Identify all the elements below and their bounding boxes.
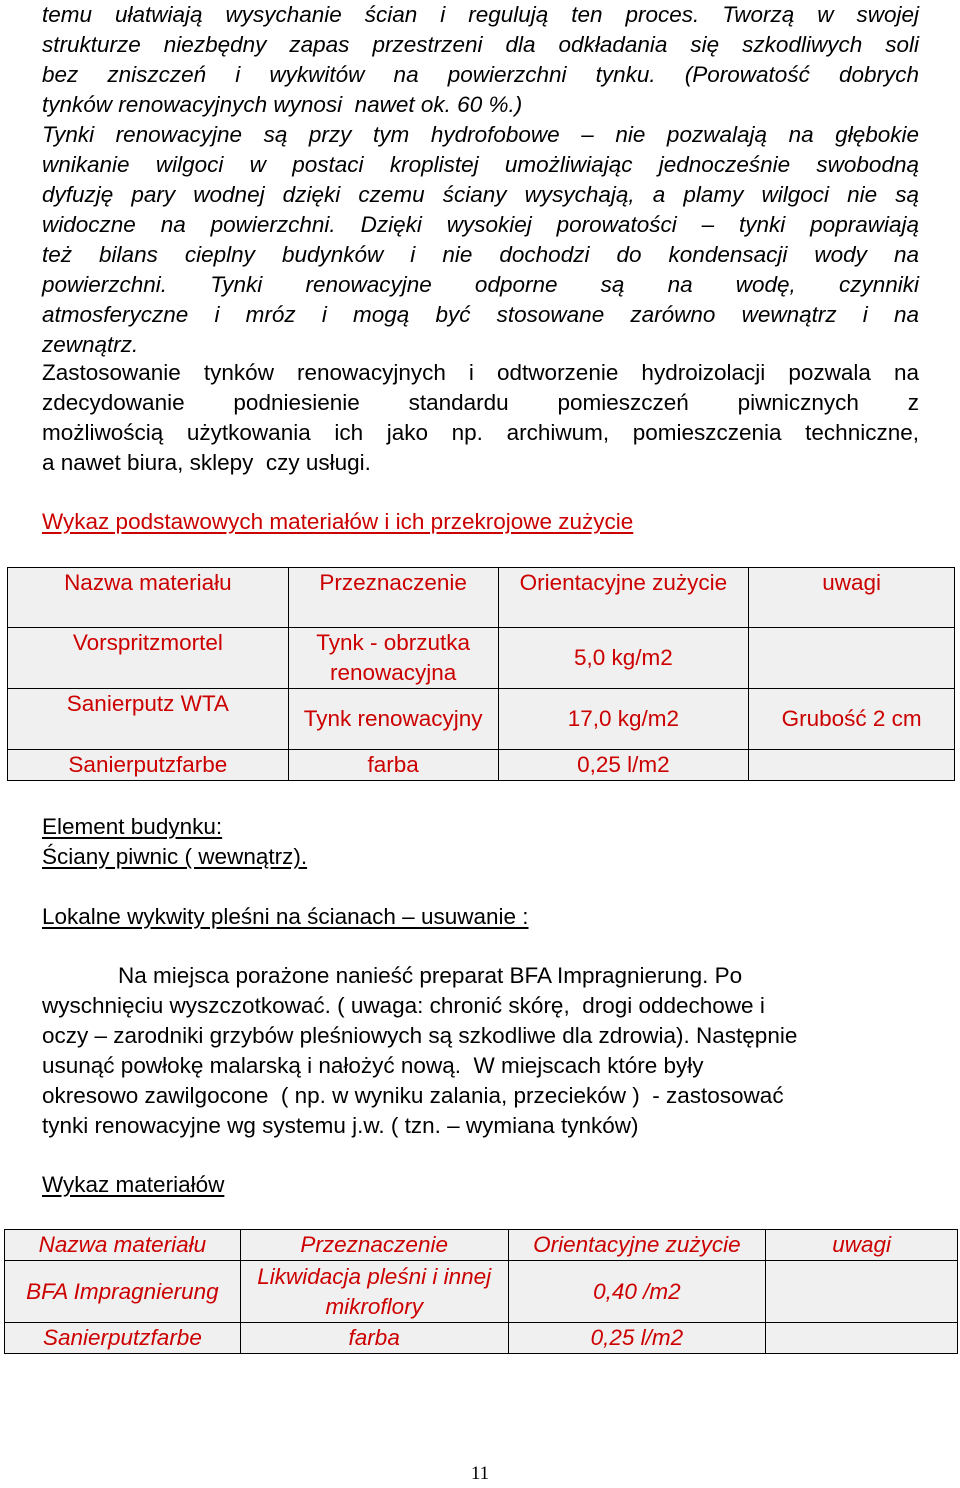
table-cell: 0,25 l/m2	[498, 750, 749, 781]
table-row	[5, 1323, 958, 1354]
table-row	[8, 750, 955, 781]
mold-line: wyschnięciu wyszczotkować. ( uwaga: chronić skórę, drogi oddechowe i	[42, 993, 765, 1018]
header-cell: uwagi	[749, 568, 955, 628]
table-row	[8, 628, 955, 689]
header-cell: Przeznaczenie	[240, 1230, 508, 1261]
materials-table	[7, 567, 955, 781]
usage-line: Zastosowanie tynków renowacyjnych i odtworzenie hydroizolacji pozwala na	[42, 360, 919, 385]
table-cell: Likwidacja pleśni i innej mikroflory	[240, 1261, 508, 1323]
mold-line: okresowo zawilgocone ( np. w wyniku zalania, przecieków ) - zastosować	[42, 1083, 784, 1108]
intro-paragraph	[42, 0, 919, 360]
table-cell	[766, 1261, 958, 1323]
table-cell: Sanierputz WTA	[8, 689, 289, 750]
table-row	[5, 1261, 958, 1323]
intro-line: tynków renowacyjnych wynosi nawet ok. 60 %.)	[42, 92, 523, 117]
table-cell	[766, 1323, 958, 1354]
table-cell: BFA Impragnierung	[5, 1261, 241, 1323]
mold-paragraph	[42, 961, 912, 1141]
materials-list-heading: Wykaz materiałów	[42, 1172, 225, 1197]
intro-line: temu ułatwiają wysychanie ścian i regulują ten proces. Tworzą w swojej	[42, 2, 919, 27]
intro-line: strukturze niezbędny zapas przestrzeni dla odkładania się szkodliwych soli	[42, 32, 919, 57]
table-cell: Tynk - obrzutka renowacyjna	[288, 628, 498, 689]
intro-line: wnikanie wilgoci w postaci kroplistej umożliwiając jednocześnie swobodną	[42, 152, 919, 177]
header-cell: Orientacyjne zużycie	[508, 1230, 766, 1261]
table-cell: Sanierputzfarbe	[5, 1323, 241, 1354]
intro-line: Tynki renowacyjne są przy tym hydrofobowe – nie pozwalają na głębokie	[42, 122, 919, 147]
table-cell	[749, 750, 955, 781]
table-cell	[749, 628, 955, 689]
intro-line: zewnątrz.	[42, 332, 139, 357]
table-cell: 17,0 kg/m2	[498, 689, 749, 750]
usage-line: a nawet biura, sklepy czy usługi.	[42, 450, 371, 475]
intro-line: dyfuzję pary wodnej dzięki czemu ściany wysychają, a plamy wilgoci nie są	[42, 182, 919, 207]
table-header-row	[5, 1230, 958, 1261]
mold-heading: Lokalne wykwity pleśni na ścianach – usuwanie :	[42, 904, 529, 929]
usage-line: zdecydowanie podniesienie standardu pomieszczeń piwnicznych z	[42, 390, 919, 415]
table-cell: Grubość 2 cm	[749, 689, 955, 750]
element-value: Ściany piwnic ( wewnątrz).	[42, 844, 308, 869]
header-cell: uwagi	[766, 1230, 958, 1261]
intro-line: też bilans cieplny budynków i nie dochodzi do kondensacji wody na	[42, 242, 919, 267]
table-cell: farba	[288, 750, 498, 781]
usage-line: możliwością użytkowania ich jako np. archiwum, pomieszczenia techniczne,	[42, 420, 919, 445]
page-number: 11	[470, 1463, 490, 1484]
table-cell: Sanierputzfarbe	[8, 750, 289, 781]
intro-line: atmosferyczne i mróz i mogą być stosowane zarówno wewnątrz i na	[42, 302, 919, 327]
table-cell: 0,25 l/m2	[508, 1323, 766, 1354]
mold-line: usunąć powłokę malarską i nałożyć nową. W miejscach które były	[42, 1053, 704, 1078]
materials-list-table	[4, 1229, 958, 1354]
intro-line: widoczne na powierzchni. Dzięki wysokiej porowatości – tynki poprawiają	[42, 212, 919, 237]
table-row	[8, 689, 955, 750]
usage-paragraph	[42, 358, 919, 478]
header-cell: Przeznaczenie	[288, 568, 498, 628]
mold-line: oczy – zarodniki grzybów pleśniowych są szkodliwe dla zdrowia). Następnie	[42, 1023, 798, 1048]
intro-line: bez zniszczeń i wykwitów na powierzchni tynku. (Porowatość dobrych	[42, 62, 919, 87]
table-cell: farba	[240, 1323, 508, 1354]
table-header-row	[8, 568, 955, 628]
table-cell: Vorspritzmortel	[8, 628, 289, 689]
mold-line: tynki renowacyjne wg systemu j.w. ( tzn. – wymiana tynków)	[42, 1113, 639, 1138]
header-cell: Nazwa materiału	[5, 1230, 241, 1261]
materials-heading: Wykaz podstawowych materiałów i ich przekrojowe zużycie	[42, 509, 634, 534]
mold-line: Na miejsca porażone nanieść preparat BFA Impragnierung. Po	[118, 963, 743, 988]
element-label: Element budynku:	[42, 814, 223, 839]
intro-line: powierzchni. Tynki renowacyjne odporne są na wodę, czynniki	[42, 272, 919, 297]
header-cell: Nazwa materiału	[8, 568, 289, 628]
table-cell: 5,0 kg/m2	[498, 628, 749, 689]
header-cell: Orientacyjne zużycie	[498, 568, 749, 628]
table-cell: 0,40 /m2	[508, 1261, 766, 1323]
table-cell: Tynk renowacyjny	[288, 689, 498, 750]
